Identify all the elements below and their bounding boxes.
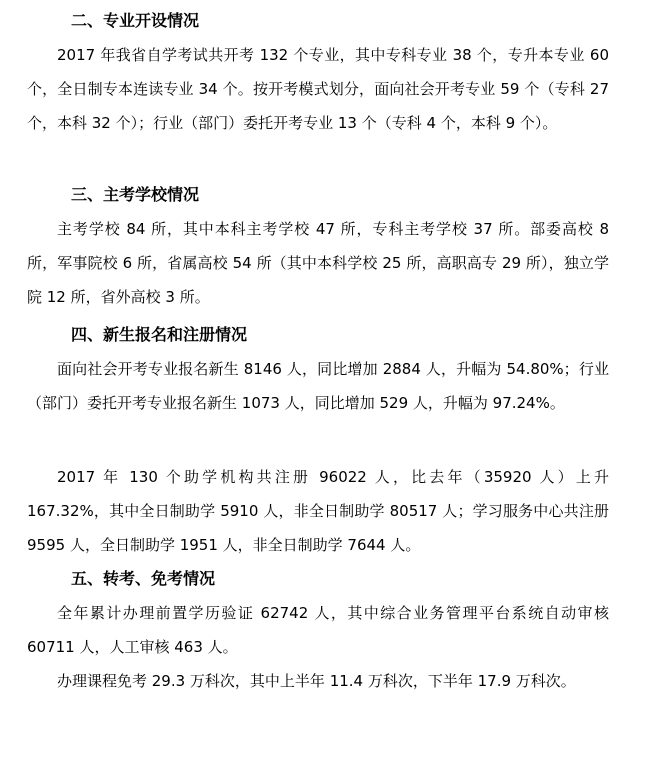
- paragraph-assisted-learning: 2017 年 130 个助学机构共注册 96022 人，比去年（35920 人）上升 167.32%，其中全日制助学 5910 人，非全日制助学 80517 人；学习服务中心共注册 9595 人，全日制助学 1951 人，非全日制助学 7644 人。: [27, 468, 609, 554]
- paragraph-credential-verification: 全年累计办理前置学历验证 62742 人，其中综合业务管理平台系统自动审核 60711 人，人工审核 463 人。: [27, 604, 609, 656]
- section-heading-host-schools: 三、主考学校情况: [71, 185, 200, 204]
- section-heading-transfer-exemption: 五、转考、免考情况: [71, 569, 216, 588]
- section-heading-registration: 四、新生报名和注册情况: [71, 325, 248, 344]
- paragraph-new-enrollment: 面向社会开考专业报名新生 8146 人，同比增加 2884 人，升幅为 54.80%；行业（部门）委托开考专业报名新生 1073 人，同比增加 529 人，升幅为 97.24%。: [27, 360, 609, 412]
- paragraph-host-schools: 主考学校 84 所，其中本科主考学校 47 所，专科主考学校 37 所。部委高校 8 所，军事院校 6 所，省属高校 54 所（其中本科学校 25 所，高职高专 29 所），独立学院 12 所，省外高校 3 所。: [27, 220, 609, 306]
- paragraph-course-exemption: 办理课程免考 29.3 万科次，其中上半年 11.4 万科次，下半年 17.9 万科次。: [57, 672, 576, 690]
- section-heading-major-offering: 二、专业开设情况: [71, 11, 200, 30]
- paragraph-major-offering: 2017 年我省自学考试共开考 132 个专业，其中专科专业 38 个，专升本专业 60 个，全日制专本连读专业 34 个。按开考模式划分，面向社会开考专业 59 个（专科 27 个，本科 32 个）；行业（部门）委托开考专业 13 个（专科 4 个，本科 9 个）。: [27, 46, 609, 132]
